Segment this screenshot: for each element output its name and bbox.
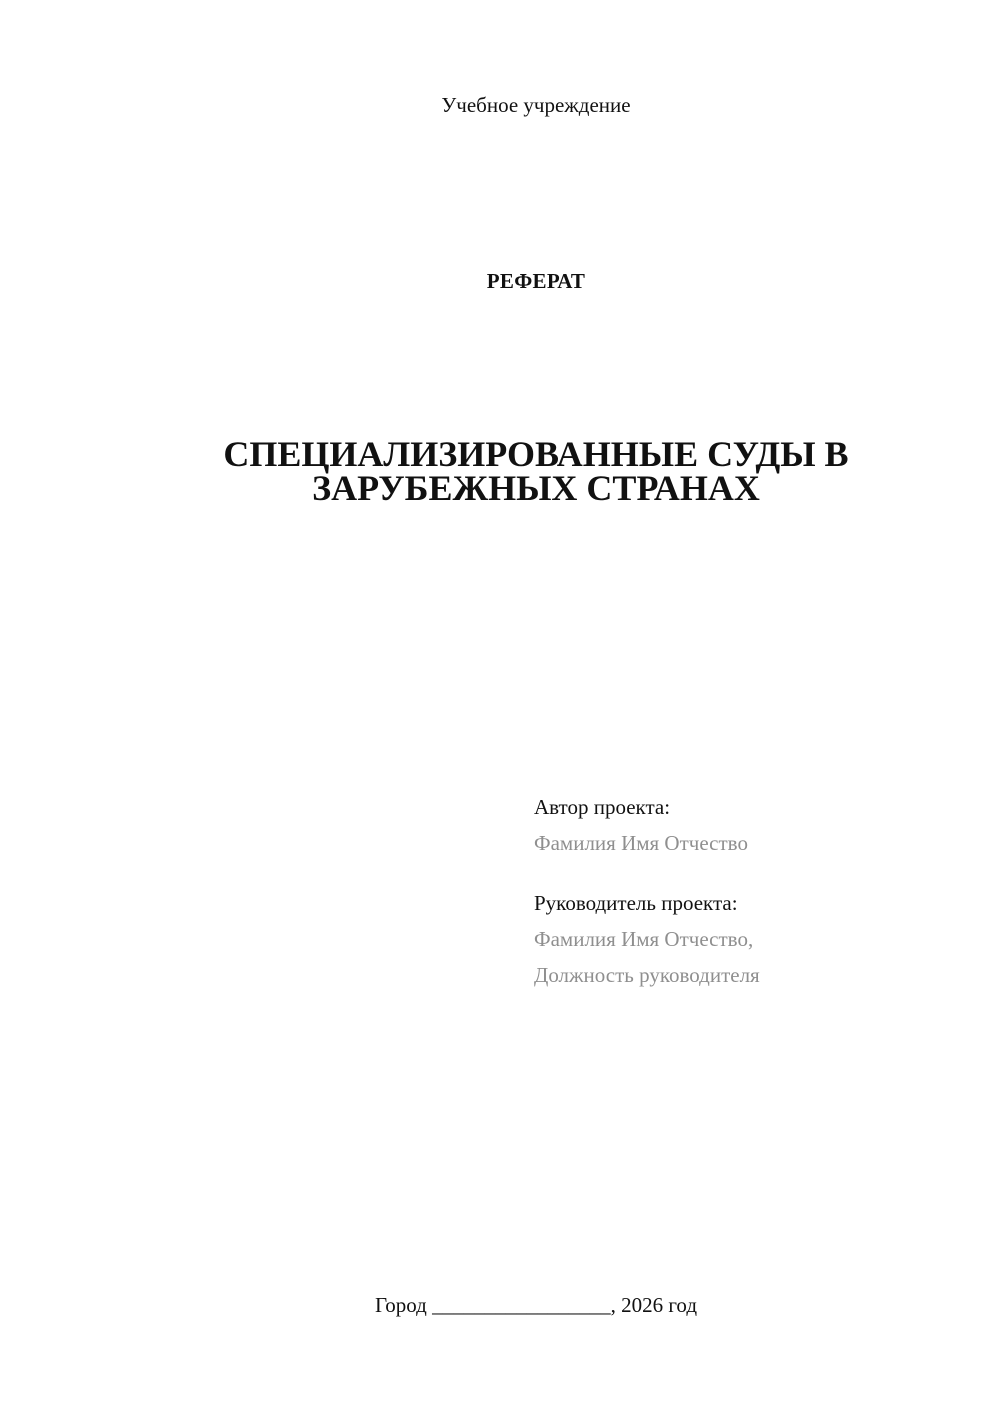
credits-spacer (534, 861, 954, 885)
document-title-line-2: ЗАРУБЕЖНЫХ СТРАНАХ (312, 468, 760, 508)
document-title-line-1: СПЕЦИАЛИЗИРОВАННЫЕ СУДЫ В (223, 434, 849, 474)
author-name: Фамилия Имя Отчество (534, 831, 748, 855)
city-year-line: Город _________________, 2026 год (374, 1293, 698, 1317)
institution-name: Учебное учреждение (441, 93, 631, 117)
author-label: Автор проекта: (534, 795, 671, 819)
supervisor-position: Должность руководителя (534, 963, 760, 987)
supervisor-label: Руководитель проекта: (534, 891, 738, 915)
credits-block (534, 789, 954, 993)
document-type: РЕФЕРАТ (486, 269, 586, 293)
document-title (0, 434, 1000, 508)
supervisor-name: Фамилия Имя Отчество, (534, 927, 754, 951)
